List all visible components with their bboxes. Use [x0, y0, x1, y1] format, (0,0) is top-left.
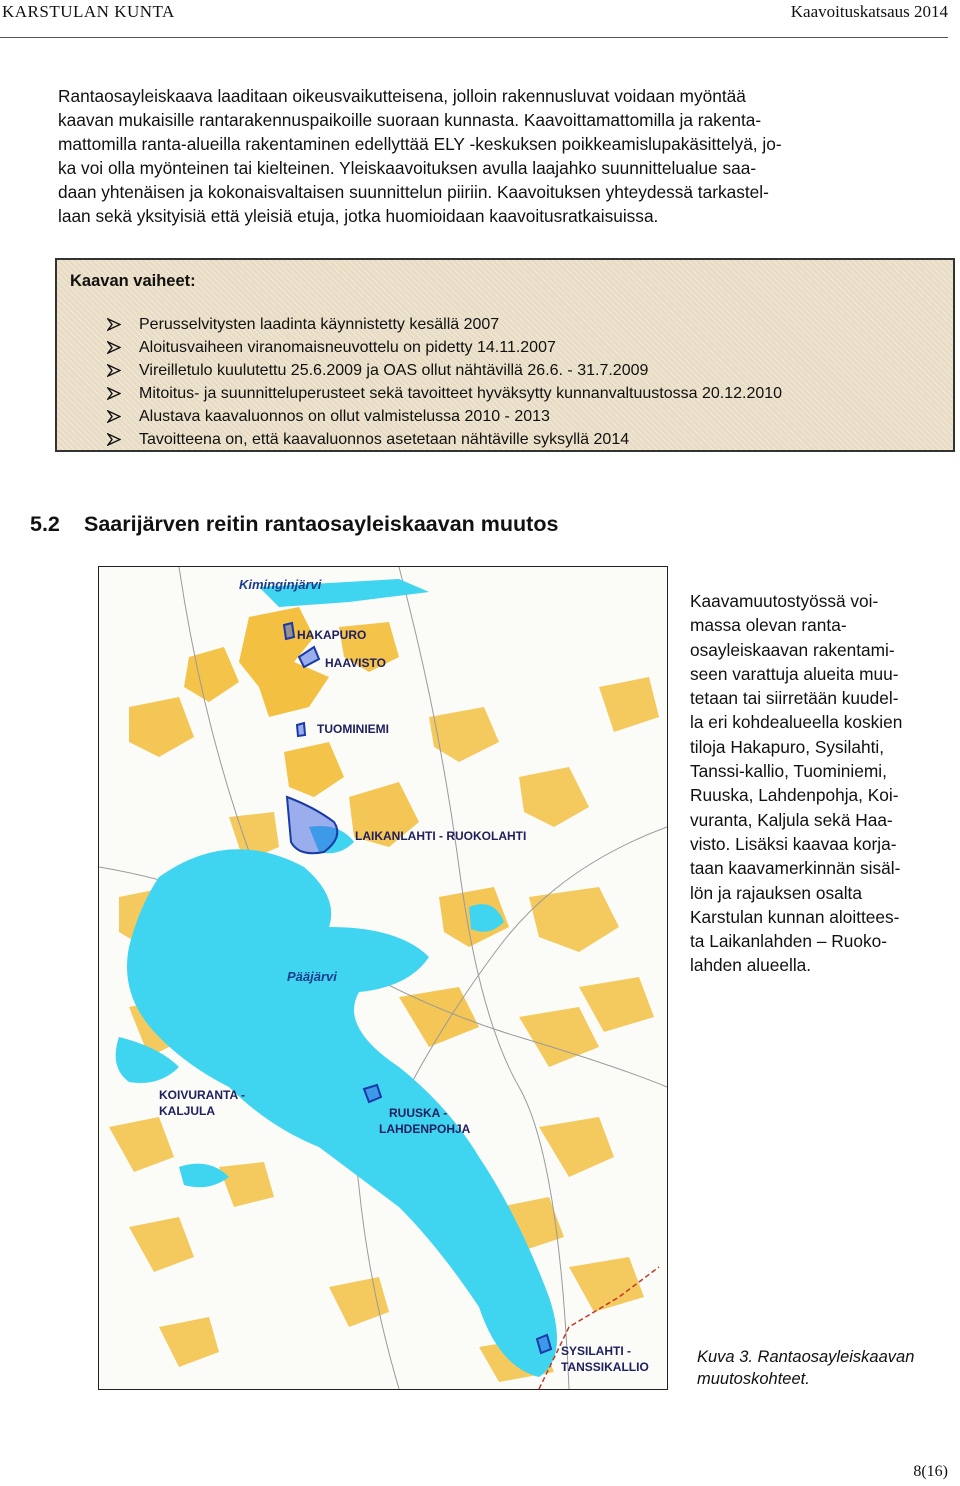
- description-line: lön ja rajauksen osalta: [690, 882, 862, 903]
- phase-item: [79, 359, 782, 382]
- description-line: osayleiskaavan rakentami-: [690, 639, 895, 660]
- arrow-bullet-icon: [107, 387, 121, 400]
- area-label-tuominiemi: TUOMINIEMI: [317, 722, 389, 736]
- intro-line: daan yhtenäisen ja kokonaisvaltaisen suunnittelun piiriin. Kaavoituksen yhteydessä tarkastel-: [58, 181, 769, 202]
- phase-item-text: Tavoitteena on, että kaavaluonnos asetetaan nähtäville syksyllä 2014: [139, 431, 630, 448]
- header-rule: [0, 37, 948, 38]
- plan-change-map: [98, 566, 668, 1390]
- description-line: la eri kohdealueella koskien: [690, 712, 903, 733]
- intro-line: kaavan mukaisille rantarakennuspaikoille suoraan kunnasta. Kaavoittamattomilla ja rakenta-: [58, 109, 762, 130]
- arrow-bullet-icon: [107, 410, 121, 423]
- description-line: seen varattuja alueita muu-: [690, 663, 899, 684]
- page-header: [0, 0, 960, 30]
- intro-line: Rantaosayleiskaava laaditaan oikeusvaikutteisena, jolloin rakennusluvat voidaan myöntää: [58, 86, 746, 106]
- caption-line: muutoskohteet.: [697, 1370, 810, 1388]
- area-label-koivuranta: KOIVURANTA -: [159, 1088, 245, 1102]
- figure-caption: [697, 1346, 914, 1390]
- description-line: taan kaavamerkinnän sisäl-: [690, 858, 901, 879]
- lake-label-paajarvi: Pääjärvi: [287, 969, 337, 984]
- description-line: Kaavamuutostyössä voi-: [690, 591, 879, 611]
- area-label-sysilahti: SYSILAHTI -: [561, 1344, 632, 1358]
- arrow-bullet-icon: [107, 433, 121, 446]
- area-label-lahdenpohja: LAHDENPOHJA: [379, 1122, 471, 1136]
- arrow-bullet-icon: [107, 318, 121, 331]
- intro-line: laan sekä yksityisiä että yleisiä etuja, jotka huomioidaan kaavoitusratkaisuissa.: [58, 205, 659, 226]
- header-document-title: Kaavoituskatsaus 2014: [790, 2, 948, 21]
- page-number: 8(16): [913, 1463, 948, 1480]
- section-title: Saarijärven reitin rantaosayleiskaavan muutos: [84, 512, 559, 536]
- intro-line: mattomilla ranta-alueilla rakentaminen edellyttää ELY -keskuksen poikkeamislupakäsittelyä, jo-: [58, 133, 782, 154]
- description-line: ta Laikanlahden – Ruoko-: [690, 931, 887, 952]
- area-label-tanssikallio: TANSSIKALLIO: [561, 1360, 649, 1374]
- area-label-ruuska: RUUSKA -: [389, 1106, 448, 1120]
- plan-phases-title: Kaavan vaiheet:: [70, 272, 196, 290]
- phase-item: [79, 336, 782, 359]
- phase-item-text: Alustava kaavaluonnos on ollut valmistelussa 2010 - 2013: [139, 408, 550, 425]
- intro-line: ka voi olla myönteinen tai kielteinen. Yleiskaavoituksen avulla laajahko suunnittelualue saa-: [58, 157, 757, 178]
- phase-item-text: Mitoitus- ja suunnitteluperusteet sekä tavoitteet hyväksytty kunnanvaltuustossa 20.12.2010: [139, 385, 783, 402]
- header-municipality: KARSTULAN KUNTA: [2, 2, 175, 21]
- description-line: Tanssi-kallio, Tuominiemi,: [690, 761, 887, 782]
- area-label-kaljula: KALJULA: [159, 1104, 215, 1118]
- description-line: massa olevan ranta-: [690, 615, 847, 636]
- description-line: lahden alueella.: [690, 955, 812, 976]
- map-graphic: [99, 567, 667, 1389]
- section-heading: [30, 512, 558, 537]
- area-label-haavisto: HAAVISTO: [325, 656, 386, 670]
- phase-item-text: Aloitusvaiheen viranomaisneuvottelu on pidetty 14.11.2007: [139, 339, 556, 356]
- phase-item-text: Perusselvitysten laadinta käynnistetty kesällä 2007: [139, 316, 500, 333]
- description-line: visto. Lisäksi kaavaa korja-: [690, 833, 897, 854]
- description-line: vuranta, Kaljula sekä Haa-: [690, 809, 893, 830]
- plan-phases-box: [55, 258, 955, 452]
- area-label-laikanlahti: LAIKANLAHTI - RUOKOLAHTI: [355, 829, 527, 843]
- map-description: [690, 589, 955, 978]
- arrow-bullet-icon: [107, 364, 121, 377]
- plan-phases-list: [79, 313, 782, 451]
- description-line: Karstulan kunnan aloittees-: [690, 906, 900, 927]
- arrow-bullet-icon: [107, 341, 121, 354]
- phase-item: [79, 428, 782, 451]
- description-line: tetaan tai siirretään kuudel-: [690, 688, 899, 709]
- phase-item: [79, 313, 782, 336]
- description-line: Ruuska, Lahdenpohja, Koi-: [690, 785, 899, 806]
- lake-label-kiminginjarvi: Kiminginjärvi: [239, 577, 322, 592]
- intro-paragraph: [58, 85, 928, 228]
- phase-item-text: Vireilletulo kuulutettu 25.6.2009 ja OAS ollut nähtävillä 26.6. - 31.7.2009: [139, 362, 649, 379]
- section-number: 5.2: [30, 512, 60, 536]
- area-label-hakapuro: HAKAPURO: [297, 628, 367, 642]
- description-line: tiloja Hakapuro, Sysilahti,: [690, 736, 885, 757]
- caption-line: Kuva 3. Rantaosayleiskaavan: [697, 1348, 915, 1366]
- phase-item: [79, 405, 782, 428]
- phase-item: [79, 382, 782, 405]
